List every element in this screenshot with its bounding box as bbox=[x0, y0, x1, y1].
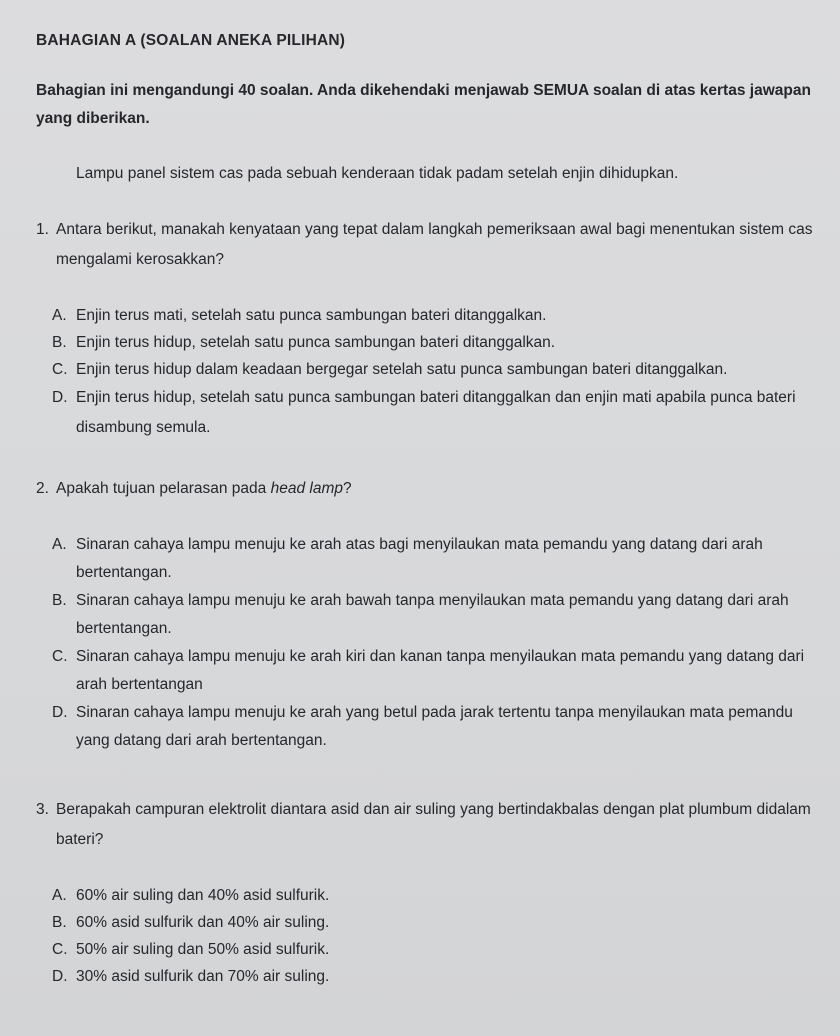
option-letter: B. bbox=[52, 914, 67, 931]
option-text: 60% asid sulfurik dan 40% air suling. bbox=[76, 914, 330, 931]
option-a bbox=[52, 882, 816, 909]
option-letter: C. bbox=[52, 648, 68, 665]
question-1 bbox=[36, 215, 816, 443]
scenario-text: Lampu panel sistem cas pada sebuah kenderaan tidak padam setelah enjin dihidupkan. bbox=[76, 165, 679, 182]
question-text: Antara berikut, manakah kenyataan yang tepat dalam langkah pemeriksaan awal bagi menentukan sistem cas mengalami kerosakkan? bbox=[56, 221, 813, 268]
question-number: 1. bbox=[36, 221, 49, 238]
question-text-italic: head lamp bbox=[270, 480, 343, 497]
option-text: Enjin terus hidup, setelah satu punca sambungan bateri ditanggalkan dan enjin mati apabila punca bateri disambung semula. bbox=[76, 389, 796, 436]
option-letter: C. bbox=[52, 941, 68, 958]
option-a bbox=[52, 531, 816, 587]
question-text-suffix: ? bbox=[342, 480, 352, 497]
option-text: 60% air suling dan 40% asid sulfurik. bbox=[76, 887, 330, 904]
option-c bbox=[52, 936, 816, 963]
question-stem bbox=[36, 795, 816, 855]
option-d bbox=[52, 963, 816, 990]
option-letter: D. bbox=[52, 968, 68, 985]
option-letter: B. bbox=[52, 334, 67, 351]
option-b bbox=[52, 587, 816, 643]
question-text bbox=[56, 474, 816, 504]
section-title: BAHAGIAN A (SOALAN ANEKA PILIHAN) bbox=[36, 32, 346, 49]
option-letter: B. bbox=[52, 592, 67, 609]
question-stem bbox=[36, 474, 816, 504]
question-3 bbox=[36, 795, 816, 990]
option-letter: D. bbox=[52, 704, 68, 721]
option-letter: A. bbox=[52, 536, 67, 553]
option-text: Enjin terus mati, setelah satu punca sambungan bateri ditanggalkan. bbox=[76, 307, 547, 324]
option-text: Sinaran cahaya lampu menuju ke arah kiri dan kanan tanpa menyilaukan mata pemandu yang datang dari arah bertentangan bbox=[76, 648, 805, 693]
question-number: 2. bbox=[36, 480, 49, 497]
option-c bbox=[52, 356, 816, 383]
option-c bbox=[52, 643, 816, 699]
option-b bbox=[52, 329, 816, 356]
option-d bbox=[52, 383, 816, 443]
option-letter: A. bbox=[52, 307, 67, 324]
option-letter: D. bbox=[52, 389, 68, 406]
option-letter: C. bbox=[52, 361, 68, 378]
option-text: Enjin terus hidup, setelah satu punca sambungan bateri ditanggalkan. bbox=[76, 334, 556, 351]
question-2 bbox=[36, 474, 816, 755]
option-text: Sinaran cahaya lampu menuju ke arah atas bagi menyilaukan mata pemandu yang datang dari arah bertentangan. bbox=[76, 536, 763, 581]
question-stem bbox=[36, 215, 816, 275]
option-text: 50% air suling dan 50% asid sulfurik. bbox=[76, 941, 330, 958]
option-text: Enjin terus hidup dalam keadaan bergegar setelah satu punca sambungan bateri ditanggalkan. bbox=[76, 361, 728, 378]
question-number: 3. bbox=[36, 801, 49, 818]
option-list bbox=[52, 302, 816, 443]
option-text: 30% asid sulfurik dan 70% air suling. bbox=[76, 968, 330, 985]
option-text: Sinaran cahaya lampu menuju ke arah bawah tanpa menyilaukan mata pemandu yang datang dari arah bertentangan. bbox=[76, 592, 789, 637]
option-letter: A. bbox=[52, 887, 67, 904]
option-text: Sinaran cahaya lampu menuju ke arah yang betul pada jarak tertentu tanpa menyilaukan mata pemandu yang datang dari arah bertentangan. bbox=[76, 704, 793, 749]
option-d bbox=[52, 699, 816, 755]
question-text: Berapakah campuran elektrolit diantara asid dan air suling yang bertindakbalas dengan plat plumbum didalam bateri? bbox=[56, 801, 811, 848]
question-text-prefix: Apakah tujuan pelarasan pada bbox=[56, 480, 271, 497]
option-list bbox=[52, 531, 816, 755]
option-a bbox=[52, 302, 816, 329]
section-instruction: Bahagian ini mengandungi 40 soalan. Anda dikehendaki menjawab SEMUA soalan di atas kertas jawapan yang diberikan. bbox=[36, 82, 811, 127]
option-b bbox=[52, 909, 816, 936]
option-list bbox=[52, 882, 816, 990]
